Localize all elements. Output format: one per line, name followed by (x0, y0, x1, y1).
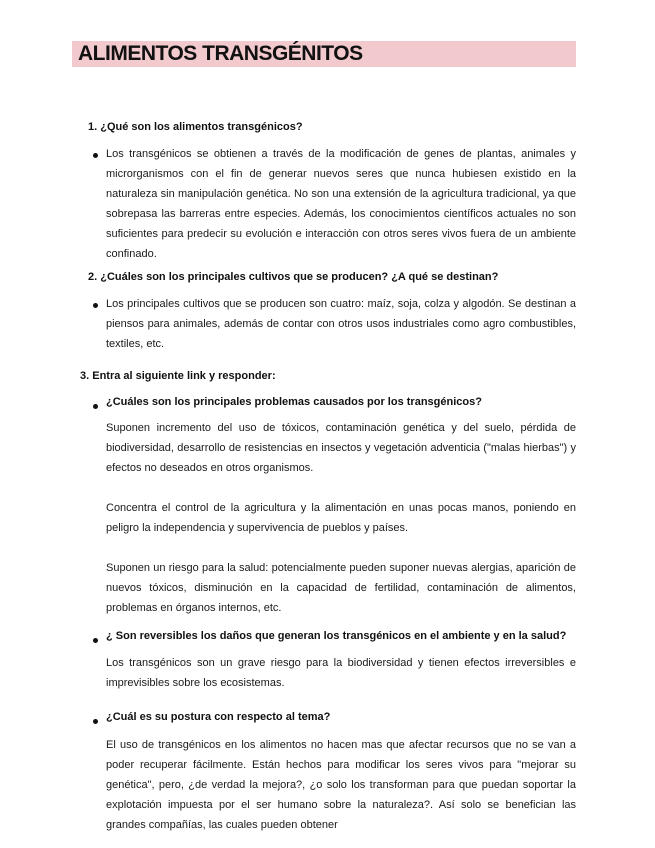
bullet-marker (93, 719, 98, 724)
bullet-marker (93, 404, 98, 409)
answer-paragraph: Suponen un riesgo para la salud: potencialmente pueden suponer nuevas alergias, aparición de nuevos tóxicos, disminución en la capacidad de fertilidad, contaminación de alimentos, problemas en órganos internos, etc. (106, 562, 576, 614)
answer-paragraph: Suponen incremento del uso de tóxicos, contaminación genética y del suelo, pérdida de biodiversidad, desarrollo de resistencias en insectos y vegetación adventicia ("malas hierbas") y efectos no deseados en otros organismos. (106, 422, 576, 474)
bullet-marker (93, 638, 98, 643)
question-2-answer (106, 294, 576, 354)
answer-paragraph: Los transgénicos son un grave riesgo para la biodiversidad y tienen efectos irreversibles e imprevisibles sobre los ecosistemas. (106, 657, 576, 689)
answer-paragraph: Concentra el control de la agricultura y la alimentación en unas pocas manos, poniendo en peligro la independencia y supervivencia de pueblos y países. (106, 502, 576, 534)
subquestion-1-heading: ¿Cuáles son los principales problemas causados por los transgénicos? (106, 396, 482, 408)
subquestion-3-heading: ¿Cuál es su postura con respecto al tema? (106, 711, 331, 723)
question-2-heading: 2. ¿Cuáles son los principales cultivos que se producen? ¿A qué se destinan? (88, 271, 499, 283)
answer-paragraph: Los principales cultivos que se producen son cuatro: maíz, soja, colza y algodón. Se destinan a piensos para animales, además de contar con otros usos industriales como agro combustibles, textiles, etc. (106, 298, 576, 350)
question-1-heading: 1. ¿Qué son los alimentos transgénicos? (88, 121, 303, 133)
answer-paragraph: El uso de transgénicos en los alimentos no hacen mas que afectar recursos que no se van a poder recuperar fácilmente. Están hechos para modificar los seres vivos para "mejorar su genética", pero, ¿de verdad la mejora?, ¿o solo los transforman para que puedan soportar la explotación impuesta por el ser humano sobre la naturaleza?. Así solo se benefician las grandes compañías, las cuales pueden obtener (106, 739, 576, 831)
page-title: ALIMENTOS TRANSGÉNITOS (78, 42, 363, 65)
question-1-answer (106, 144, 576, 264)
bullet-marker (93, 303, 98, 308)
bullet-marker (93, 153, 98, 158)
subquestion-3-answer (106, 735, 576, 835)
answer-paragraph: Los transgénicos se obtienen a través de la modificación de genes de plantas, animales y microrganismos con el fin de generar nuevos seres que nunca hubiesen existido en la naturaleza sin manipulación genética. No son una extensión de la agricultura tradicional, ya que sobrepasa las barreras entre especies. Además, los conocimientos científicos actuales no son suficientes para predecir su evolución e interacción con otros seres vivos fuera de un ambiente confinado. (106, 148, 576, 260)
subquestion-1-answer (106, 418, 576, 618)
subquestion-2-heading: ¿ Son reversibles los daños que generan los transgénicos en el ambiente y en la salud? (106, 630, 567, 642)
subquestion-2-answer (106, 653, 576, 693)
question-3-heading: 3. Entra al siguiente link y responder: (80, 370, 276, 382)
